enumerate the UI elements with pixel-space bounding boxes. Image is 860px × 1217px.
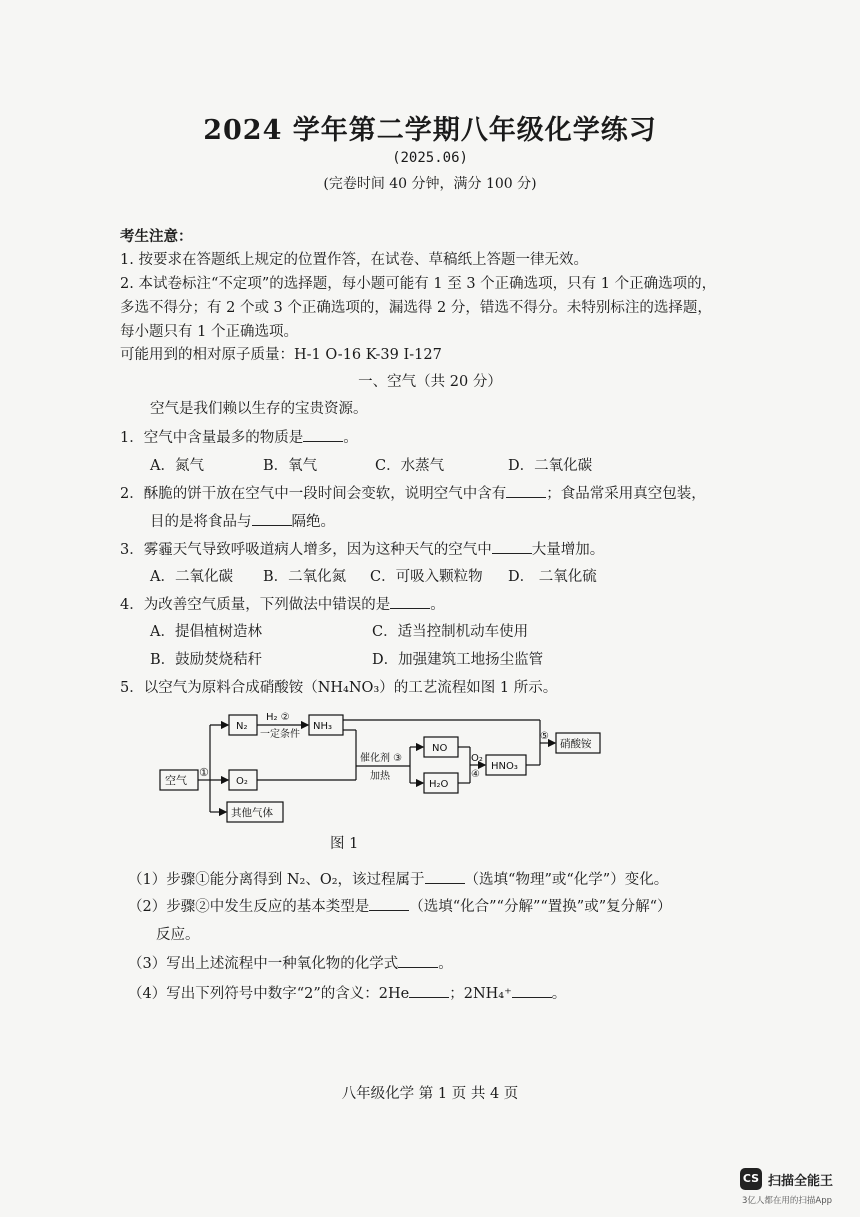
n2-label: N₂ — [236, 721, 248, 732]
page-title: 2024 学年第二学期八年级化学练习 — [203, 115, 657, 146]
q4-option-a: A．提倡植树造林 — [150, 624, 262, 640]
q5-sub-2-text: （2）步骤②中发生反应的基本类型是 — [128, 899, 370, 915]
exam-date: (2025.06) — [392, 150, 468, 166]
q5-sub-2-text-b: （选填“化合”“分解”“置换”或”复分解“） — [409, 899, 672, 915]
section-1-title: 一、空气（共 20 分） — [358, 374, 502, 390]
h2-step-2-label: H₂ ② — [266, 712, 290, 723]
condition-label: 一定条件 — [260, 729, 300, 740]
catalyst-step-3-label: 催化剂 ③ — [360, 753, 403, 764]
notice-line-2b: 多选不得分；有 2 个或 3 个正确选项的，漏选得 2 分，错选不得分。未特别标注的选择题， — [120, 300, 712, 316]
section-1-intro: 空气是我们赖以生存的宝贵资源。 — [150, 401, 368, 417]
question-4-end: 。 — [430, 597, 445, 613]
q3-option-b: B．二氧化氮 — [263, 569, 347, 585]
question-5-stem: 5．以空气为原料合成硝酸铵（NH₄NO₃）的工艺流程如图 1 所示。 — [120, 680, 558, 696]
question-2-text: 2．酥脆的饼干放在空气中一段时间会变软，说明空气中含有 — [120, 486, 507, 502]
camscanner-logo-icon: CS — [740, 1168, 762, 1190]
q1-option-d: D．二氧化碳 — [508, 458, 593, 474]
q5-sub-2 — [128, 895, 672, 916]
q1-option-c: C．水蒸气 — [375, 458, 445, 474]
q5-sub-3 — [128, 952, 453, 973]
question-3-end: 大量增加。 — [531, 542, 605, 558]
notice-line-1: 1. 按要求在答题纸上规定的位置作答，在试卷、草稿纸上答题一律无效。 — [120, 252, 588, 268]
question-3-text: 3．雾霾天气导致呼吸道病人增多，因为这种天气的空气中 — [120, 542, 492, 558]
question-2-text-b: ；食品常采用真空包装， — [546, 486, 706, 502]
figure-caption: 图 1 — [330, 836, 359, 852]
answer-blank[interactable] — [369, 896, 409, 911]
air-label: 空气 — [165, 774, 187, 787]
q3-option-a: A．二氧化碳 — [150, 569, 233, 585]
q5-sub-1 — [128, 868, 668, 889]
q5-sub-1-text: （1）步骤①能分离得到 N₂、O₂，该过程属于 — [128, 872, 425, 888]
question-4-text: 4．为改善空气质量，下列做法中错误的是 — [120, 597, 391, 613]
question-1-text: 1．空气中含量最多的物质是 — [120, 430, 304, 446]
question-2-line-2-text: 目的是将食品与 — [150, 514, 252, 530]
o2-label: O₂ — [236, 776, 248, 787]
step-5-label: ⑤ — [540, 731, 549, 742]
watermark-app-name: 扫描全能王 — [768, 1174, 834, 1189]
h2o-label: H₂O — [429, 779, 449, 790]
nh3-label: NH₃ — [313, 721, 333, 732]
q5-sub-4-end: 。 — [551, 986, 567, 1002]
question-2-line-2-end: 隔绝。 — [291, 514, 335, 530]
page-footer: 八年级化学 第 1 页 共 4 页 — [341, 1086, 519, 1102]
q5-sub-2-end: 反应。 — [156, 927, 200, 943]
answer-blank[interactable] — [425, 869, 465, 884]
answer-blank[interactable] — [512, 983, 552, 998]
q5-sub-1-text-b: （选填“物理”或“化学”）变化。 — [464, 872, 669, 888]
atomic-mass-line: 可能用到的相对原子质量：H-1 O-16 K-39 I-127 — [120, 347, 442, 363]
notice-line-2c: 每小题只有 1 个正确选项。 — [120, 324, 298, 340]
q5-sub-4 — [128, 982, 566, 1003]
q1-option-b: B．氧气 — [263, 458, 318, 474]
q4-option-b: B．鼓励焚烧秸秆 — [150, 652, 263, 668]
hno3-label: HNO₃ — [491, 761, 518, 772]
q5-sub-4-text-b: ；2NH₄⁺ — [449, 986, 512, 1002]
step-1-label: ① — [199, 766, 209, 779]
q4-option-c: C．适当控制机动车使用 — [372, 624, 529, 640]
no-label: NO — [432, 743, 448, 754]
product-label: 硝酸铵 — [560, 738, 592, 750]
notice-line-2a: 2. 本试卷标注“不定项”的选择题，每小题可能有 1 至 3 个正确选项，只有 1 个正确选项的， — [120, 276, 717, 292]
q5-sub-4-text: （4）写出下列符号中数字“2”的含义：2He — [128, 986, 410, 1002]
q3-option-c: C．可吸入颗粒物 — [370, 569, 483, 585]
answer-blank[interactable] — [409, 983, 449, 998]
q1-option-a: A．氮气 — [150, 458, 204, 474]
step-4-label: ④ — [471, 769, 480, 780]
watermark-tagline: 3亿人都在用的扫描App — [742, 1196, 833, 1206]
q4-option-d: D．加强建筑工地扬尘监管 — [372, 652, 544, 668]
answer-blank[interactable] — [398, 953, 438, 968]
q5-sub-3-end: 。 — [438, 956, 453, 972]
exam-time-info: (完卷时间 40 分钟，满分 100 分) — [323, 176, 537, 192]
o2-reagent-label: O₂ — [471, 753, 483, 764]
notice-heading: 考生注意： — [120, 228, 193, 245]
q5-sub-3-text: （3）写出上述流程中一种氧化物的化学式 — [128, 956, 399, 972]
heat-label: 加热 — [370, 771, 390, 782]
q3-option-d: D． 二氧化硫 — [508, 569, 597, 585]
question-1-end: 。 — [343, 430, 358, 446]
other-gas-label: 其他气体 — [231, 807, 273, 819]
